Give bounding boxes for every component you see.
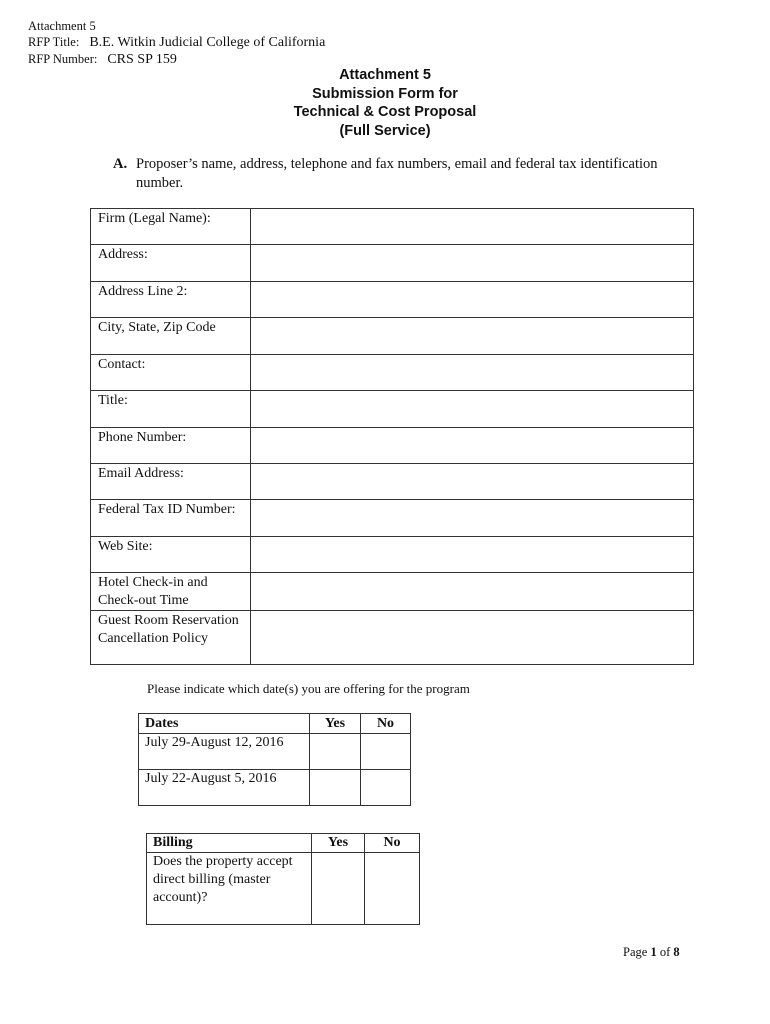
info-label: Federal Tax ID Number: <box>91 500 251 537</box>
no-checkbox-cell[interactable] <box>365 853 420 925</box>
info-value-field[interactable] <box>251 355 694 391</box>
date-option-label: July 22-August 5, 2016 <box>139 770 310 806</box>
title-line-2: Submission Form for <box>312 85 458 102</box>
proposer-info-table <box>90 208 694 665</box>
date-option-label: July 29-August 12, 2016 <box>139 734 310 770</box>
info-label: Email Address: <box>91 464 251 500</box>
billing-table <box>146 833 420 925</box>
table-row <box>91 573 694 611</box>
dates-table <box>138 713 411 806</box>
no-column-header: No <box>361 714 411 734</box>
section-a <box>113 155 693 193</box>
table-row <box>91 428 694 464</box>
info-value-field[interactable] <box>251 500 694 537</box>
rfp-title-line <box>28 34 325 51</box>
table-row <box>91 391 694 428</box>
info-value-field[interactable] <box>251 611 694 665</box>
billing-column-header: Billing <box>147 834 312 853</box>
page-number <box>623 945 680 960</box>
title-line-4: (Full Service) <box>339 122 431 139</box>
no-column-header: No <box>365 834 420 853</box>
info-value-field[interactable] <box>251 573 694 611</box>
page-current: 1 <box>650 945 657 959</box>
table-row <box>91 245 694 282</box>
title-line-1: Attachment 5 <box>339 67 431 83</box>
info-value-field[interactable] <box>251 464 694 500</box>
yes-checkbox-cell[interactable] <box>310 734 361 770</box>
info-value-field[interactable] <box>251 537 694 573</box>
dates-column-header: Dates <box>139 714 310 734</box>
info-label: Firm (Legal Name): <box>91 209 251 245</box>
section-a-text: Proposer’s name, address, telephone and fax numbers, email and federal tax identification number. <box>136 156 658 191</box>
info-label: Phone Number: <box>91 428 251 464</box>
info-label: Title: <box>91 391 251 428</box>
table-row <box>91 464 694 500</box>
info-label: City, State, Zip Code <box>91 318 251 355</box>
info-value-field[interactable] <box>251 428 694 464</box>
info-label: Guest Room Reservation Cancellation Policy <box>91 611 251 665</box>
table-row <box>91 355 694 391</box>
info-value-field[interactable] <box>251 282 694 318</box>
yes-column-header: Yes <box>312 834 365 853</box>
title-line-3: Technical & Cost Proposal <box>293 104 477 120</box>
info-value-field[interactable] <box>251 318 694 355</box>
page-word: Page <box>623 945 648 959</box>
info-label: Web Site: <box>91 537 251 573</box>
table-row <box>91 500 694 537</box>
rfp-number-value: CRS SP 159 <box>107 52 177 67</box>
table-row <box>91 209 694 245</box>
page-total: 8 <box>673 945 680 959</box>
table-row <box>139 734 411 770</box>
rfp-title-value: B.E. Witkin Judicial College of California <box>89 35 326 50</box>
page-title <box>0 66 770 140</box>
yes-checkbox-cell[interactable] <box>312 853 365 925</box>
table-row <box>91 611 694 665</box>
table-row <box>91 282 694 318</box>
info-value-field[interactable] <box>251 391 694 428</box>
no-checkbox-cell[interactable] <box>361 770 411 806</box>
billing-question: Does the property accept direct billing (master account)? <box>147 853 312 925</box>
table-row <box>91 318 694 355</box>
info-label: Address: <box>91 245 251 282</box>
table-header-row <box>139 714 411 734</box>
info-label: Contact: <box>91 355 251 391</box>
of-word: of <box>659 945 671 959</box>
table-row <box>91 537 694 573</box>
no-checkbox-cell[interactable] <box>361 734 411 770</box>
yes-column-header: Yes <box>310 714 361 734</box>
info-value-field[interactable] <box>251 209 694 245</box>
info-value-field[interactable] <box>251 245 694 282</box>
attachment-label: Attachment 5 <box>28 19 96 33</box>
rfp-title-label: RFP Title: <box>28 35 80 49</box>
table-row <box>139 770 411 806</box>
table-header-row <box>147 834 420 853</box>
info-label: Address Line 2: <box>91 282 251 318</box>
table-row <box>147 853 420 925</box>
document-header <box>28 18 325 68</box>
yes-checkbox-cell[interactable] <box>310 770 361 806</box>
dates-intro-text: Please indicate which date(s) you are offering for the program <box>147 681 470 696</box>
info-label: Hotel Check-in and Check-out Time <box>91 573 251 611</box>
section-a-letter: A. <box>113 156 128 172</box>
rfp-number-label: RFP Number: <box>28 52 98 66</box>
